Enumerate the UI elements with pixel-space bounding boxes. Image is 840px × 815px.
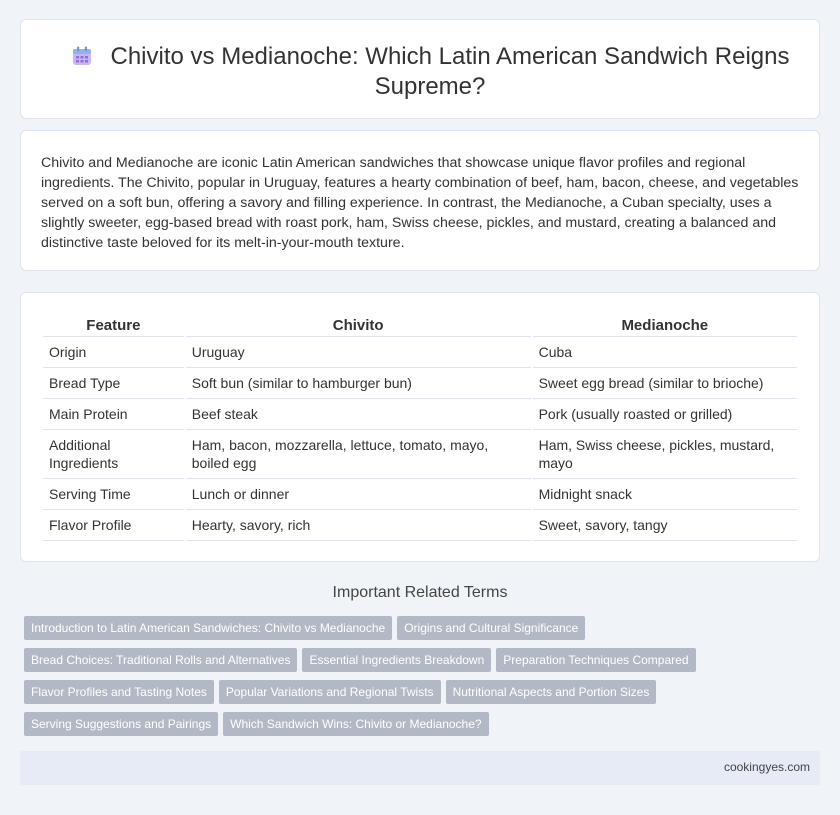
table-cell: Ham, Swiss cheese, pickles, mustard, mayo bbox=[533, 430, 797, 479]
table-cell: Sweet egg bread (similar to brioche) bbox=[533, 368, 797, 399]
related-term-tag[interactable]: Origins and Cultural Significance bbox=[397, 616, 585, 640]
table-cell: Pork (usually roasted or grilled) bbox=[533, 399, 797, 430]
table-cell: Main Protein bbox=[43, 399, 184, 430]
table-cell: Origin bbox=[43, 337, 184, 368]
table-cell: Hearty, savory, rich bbox=[186, 510, 531, 541]
related-term-tag[interactable]: Bread Choices: Traditional Rolls and Alternatives bbox=[24, 648, 297, 672]
intro-text: Chivito and Medianoche are iconic Latin American sandwiches that showcase unique flavor profiles and regional ingredients. The Chivito, popular in Uruguay, features a hearty combination of beef, ham, bacon, cheese, and vegetables served on a soft bun, offering a savory and filling experience. In contrast, the Medianoche, a Cuban specialty, uses a slightly sweeter, egg-based bread with roast pork, ham, Swiss cheese, pickles, and mustard, creating a balanced and distinctive taste beloved for its melt-in-your-mouth texture. bbox=[41, 155, 799, 251]
related-term-tag[interactable]: Introduction to Latin American Sandwiches: Chivito vs Medianoche bbox=[24, 616, 392, 640]
table-cell: Soft bun (similar to hamburger bun) bbox=[186, 368, 531, 399]
table-header-row bbox=[43, 315, 797, 337]
table-cell: Midnight snack bbox=[533, 479, 797, 510]
table-cell: Bread Type bbox=[43, 368, 184, 399]
related-term-tag[interactable]: Flavor Profiles and Tasting Notes bbox=[24, 680, 214, 704]
related-term-tag[interactable]: Which Sandwich Wins: Chivito or Medianoche? bbox=[223, 712, 488, 736]
table-row bbox=[43, 399, 797, 430]
tag-row bbox=[24, 680, 824, 712]
table-row bbox=[43, 430, 797, 479]
table-cell: Ham, bacon, mozzarella, lettuce, tomato, mayo, boiled egg bbox=[186, 430, 531, 479]
calendar-icon bbox=[71, 45, 93, 67]
table-header-cell: Medianoche bbox=[533, 315, 797, 337]
footer bbox=[20, 751, 820, 785]
table-header-cell: Chivito bbox=[186, 315, 531, 337]
table-row bbox=[43, 510, 797, 541]
comparison-card bbox=[20, 292, 820, 562]
intro-card bbox=[20, 130, 820, 271]
table-cell: Flavor Profile bbox=[43, 510, 184, 541]
table-cell: Cuba bbox=[533, 337, 797, 368]
table-row bbox=[43, 479, 797, 510]
related-terms-list bbox=[24, 616, 824, 744]
footer-site-link[interactable]: cookingyes.com bbox=[723, 760, 810, 774]
tag-row bbox=[24, 616, 824, 648]
related-term-tag[interactable]: Popular Variations and Regional Twists bbox=[219, 680, 441, 704]
table-cell: Beef steak bbox=[186, 399, 531, 430]
table-cell: Lunch or dinner bbox=[186, 479, 531, 510]
related-terms-title: Important Related Terms bbox=[332, 584, 508, 601]
comparison-table bbox=[41, 315, 799, 541]
related-term-tag[interactable]: Serving Suggestions and Pairings bbox=[24, 712, 218, 736]
page-title-wrap bbox=[61, 42, 799, 102]
related-term-tag[interactable]: Preparation Techniques Compared bbox=[496, 648, 695, 672]
table-row bbox=[43, 337, 797, 368]
tag-row bbox=[24, 648, 824, 680]
table-row bbox=[43, 368, 797, 399]
table-cell: Serving Time bbox=[43, 479, 184, 510]
table-header-cell: Feature bbox=[43, 315, 184, 337]
tag-row bbox=[24, 712, 824, 744]
header-card bbox=[20, 19, 820, 119]
table-cell: Sweet, savory, tangy bbox=[533, 510, 797, 541]
related-term-tag[interactable]: Nutritional Aspects and Portion Sizes bbox=[446, 680, 657, 704]
related-term-tag[interactable]: Essential Ingredients Breakdown bbox=[302, 648, 491, 672]
page-title: Chivito vs Medianoche: Which Latin American Sandwich Reigns Supreme? bbox=[110, 43, 790, 100]
table-cell: Additional Ingredients bbox=[43, 430, 184, 479]
table-cell: Uruguay bbox=[186, 337, 531, 368]
